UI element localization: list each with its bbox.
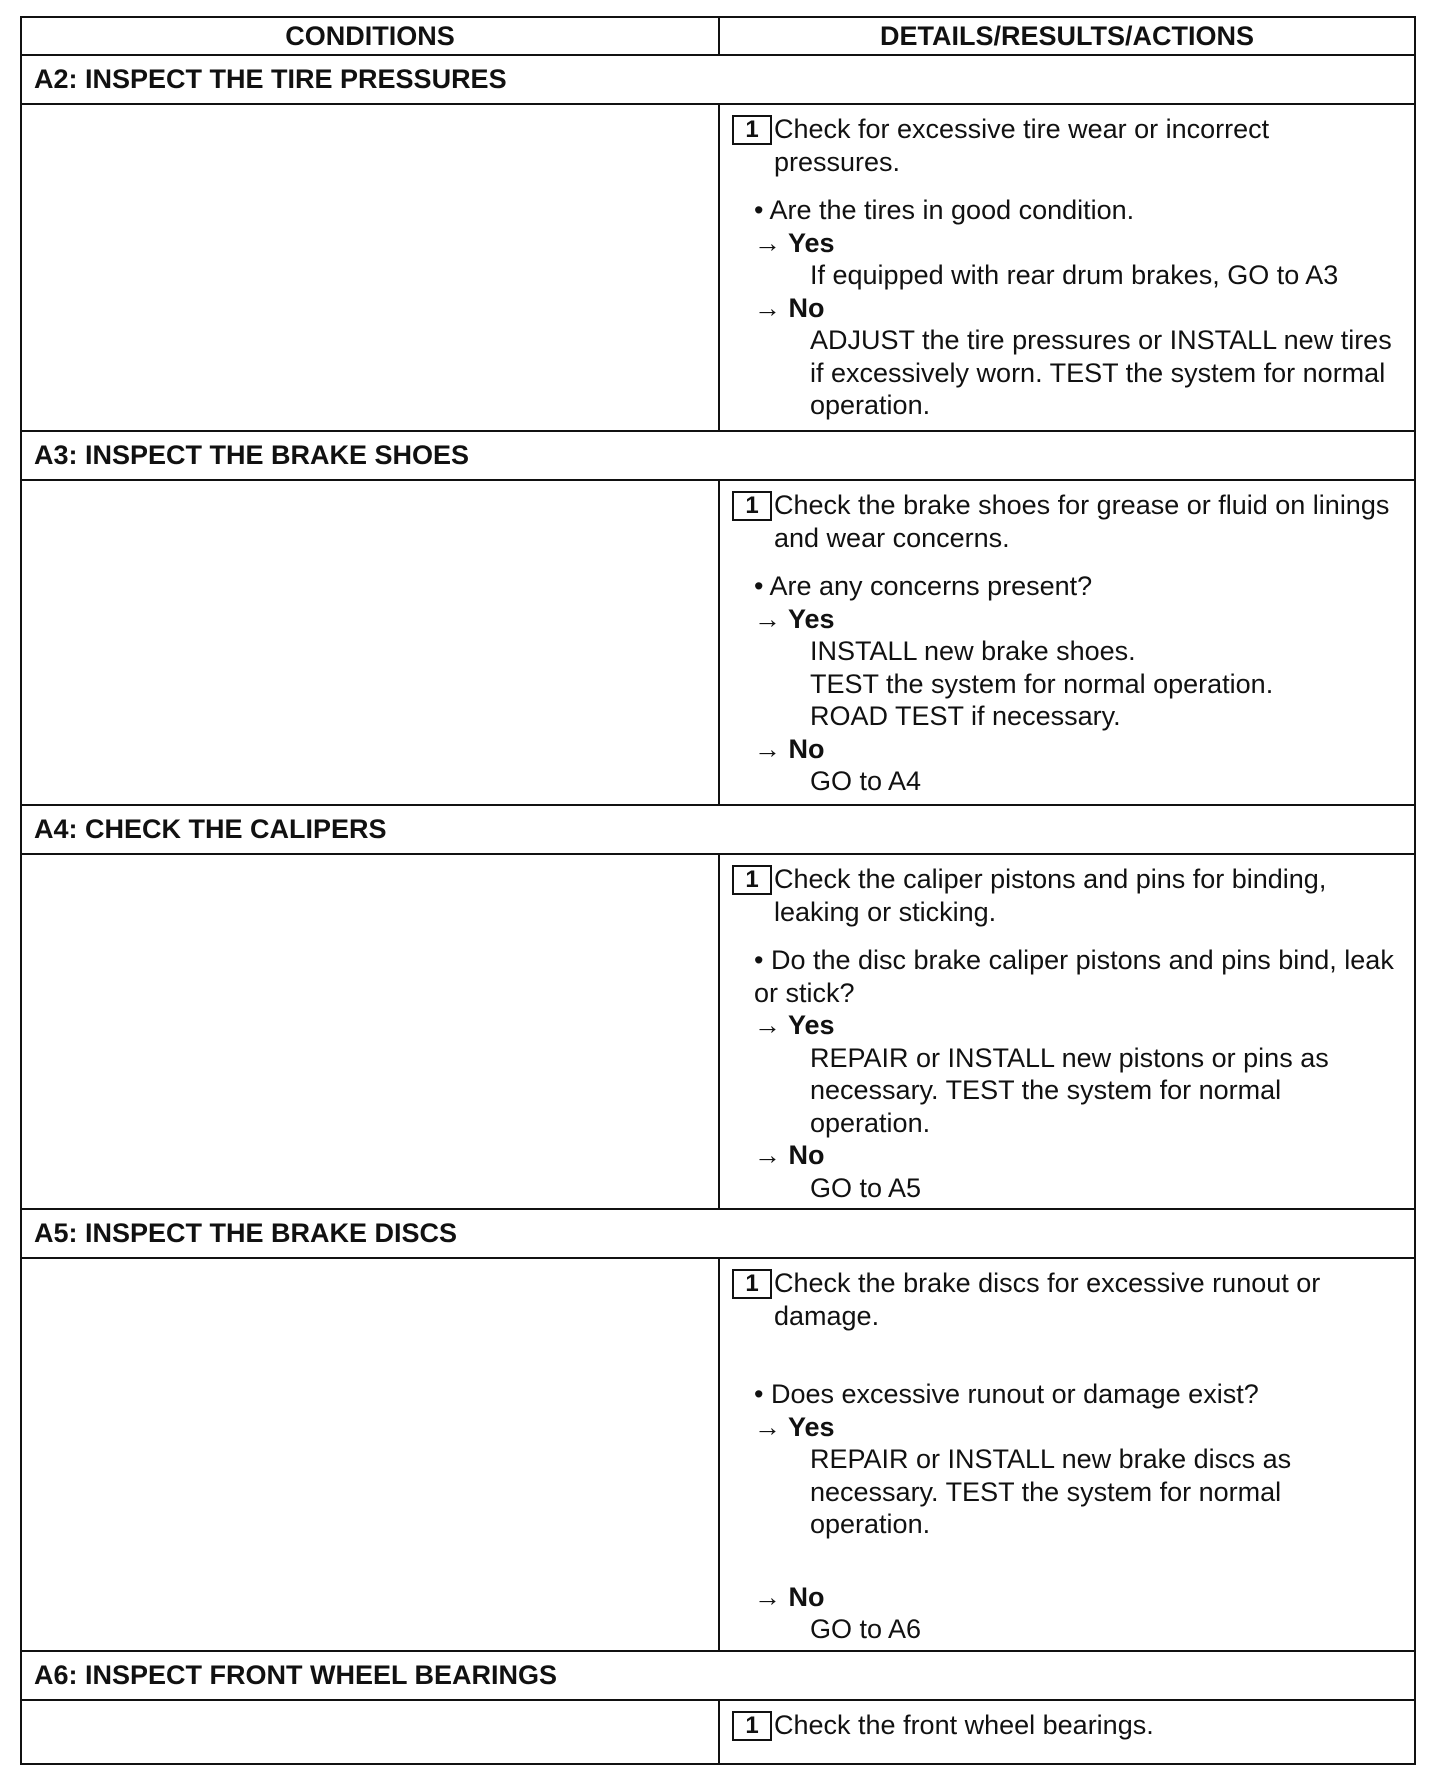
- yes-action: If equipped with rear drum brakes, GO to A3: [810, 260, 1339, 290]
- section-body-a4: [21, 854, 1415, 1209]
- step: [732, 1709, 1400, 1742]
- header-conditions: CONDITIONS: [21, 17, 719, 55]
- details-cell: [719, 104, 1415, 431]
- section-body-a2: [21, 104, 1415, 431]
- step-number: 1: [732, 1711, 772, 1741]
- no-label: → No: [754, 292, 825, 323]
- step-number: 1: [732, 1269, 772, 1299]
- diagnostic-table: [20, 16, 1416, 1765]
- yes-label: → Yes: [754, 227, 835, 258]
- no-label: → No: [754, 1581, 825, 1612]
- no-label: → No: [754, 1140, 825, 1170]
- section-header-a3: [21, 431, 1415, 480]
- conditions-cell: [21, 1258, 719, 1651]
- step: [732, 113, 1400, 178]
- step-text: Check the caliper pistons and pins for binding, leaking or sticking.: [774, 864, 1327, 927]
- details-cell: [719, 480, 1415, 805]
- step: [732, 489, 1400, 554]
- step-text: Check for excessive tire wear or incorrect pressures.: [774, 114, 1270, 177]
- conditions-cell: [21, 104, 719, 431]
- header-details: DETAILS/RESULTS/ACTIONS: [719, 17, 1415, 55]
- step: [732, 1267, 1400, 1332]
- section-title: A3: INSPECT THE BRAKE SHOES: [21, 431, 1415, 480]
- section-title: A2: INSPECT THE TIRE PRESSURES: [21, 55, 1415, 104]
- question: • Does excessive runout or damage exist?: [754, 1379, 1259, 1409]
- yes-label: → Yes: [754, 1411, 835, 1442]
- no-action: GO to A4: [810, 766, 922, 796]
- table-header-row: [21, 17, 1415, 55]
- section-body-a5: [21, 1258, 1415, 1651]
- yes-action: REPAIR or INSTALL new brake discs as necessary. TEST the system for normal operation.: [810, 1444, 1292, 1539]
- section-title: A5: INSPECT THE BRAKE DISCS: [21, 1209, 1415, 1258]
- conditions-cell: [21, 854, 719, 1209]
- step-number: 1: [732, 491, 772, 521]
- yes-label: → Yes: [754, 603, 835, 634]
- details-cell: [719, 1700, 1415, 1764]
- section-header-a5: [21, 1209, 1415, 1258]
- section-title: A4: CHECK THE CALIPERS: [21, 805, 1415, 854]
- details-cell: [719, 1258, 1415, 1651]
- section-title: A6: INSPECT FRONT WHEEL BEARINGS: [21, 1651, 1415, 1700]
- section-header-a6: [21, 1651, 1415, 1700]
- section-header-a2: [21, 55, 1415, 104]
- no-action: ADJUST the tire pressures or INSTALL new tires if excessively worn. TEST the system for normal operation.: [810, 325, 1392, 420]
- section-body-a6: [21, 1700, 1415, 1764]
- question: • Are the tires in good condition.: [754, 195, 1135, 225]
- yes-action-line: TEST the system for normal operation.: [810, 668, 1274, 699]
- yes-label: → Yes: [754, 1010, 835, 1040]
- question: • Are any concerns present?: [754, 571, 1093, 601]
- spacer: [732, 1541, 1400, 1581]
- yes-action-line: ROAD TEST if necessary.: [810, 701, 1121, 731]
- section-header-a4: [21, 805, 1415, 854]
- section-body-a3: [21, 480, 1415, 805]
- step-text: Check the front wheel bearings.: [774, 1709, 1154, 1740]
- yes-action-line: INSTALL new brake shoes.: [810, 636, 1136, 666]
- conditions-cell: [21, 1700, 719, 1764]
- step-number: 1: [732, 865, 772, 895]
- step: [732, 863, 1400, 928]
- conditions-cell: [21, 480, 719, 805]
- no-label: → No: [754, 733, 825, 764]
- question: • Do the disc brake caliper pistons and pins bind, leak or stick?: [754, 945, 1394, 1008]
- no-action: GO to A6: [810, 1614, 922, 1644]
- step-text: Check the brake discs for excessive runout or damage.: [774, 1268, 1321, 1331]
- step-text: Check the brake shoes for grease or fluid on linings and wear concerns.: [774, 490, 1390, 553]
- details-cell: [719, 854, 1415, 1209]
- diagnostic-table-page: [20, 16, 1414, 1765]
- step-number: 1: [732, 115, 772, 145]
- yes-action: REPAIR or INSTALL new pistons or pins as necessary. TEST the system for normal operation.: [810, 1042, 1329, 1138]
- no-action: GO to A5: [810, 1172, 922, 1203]
